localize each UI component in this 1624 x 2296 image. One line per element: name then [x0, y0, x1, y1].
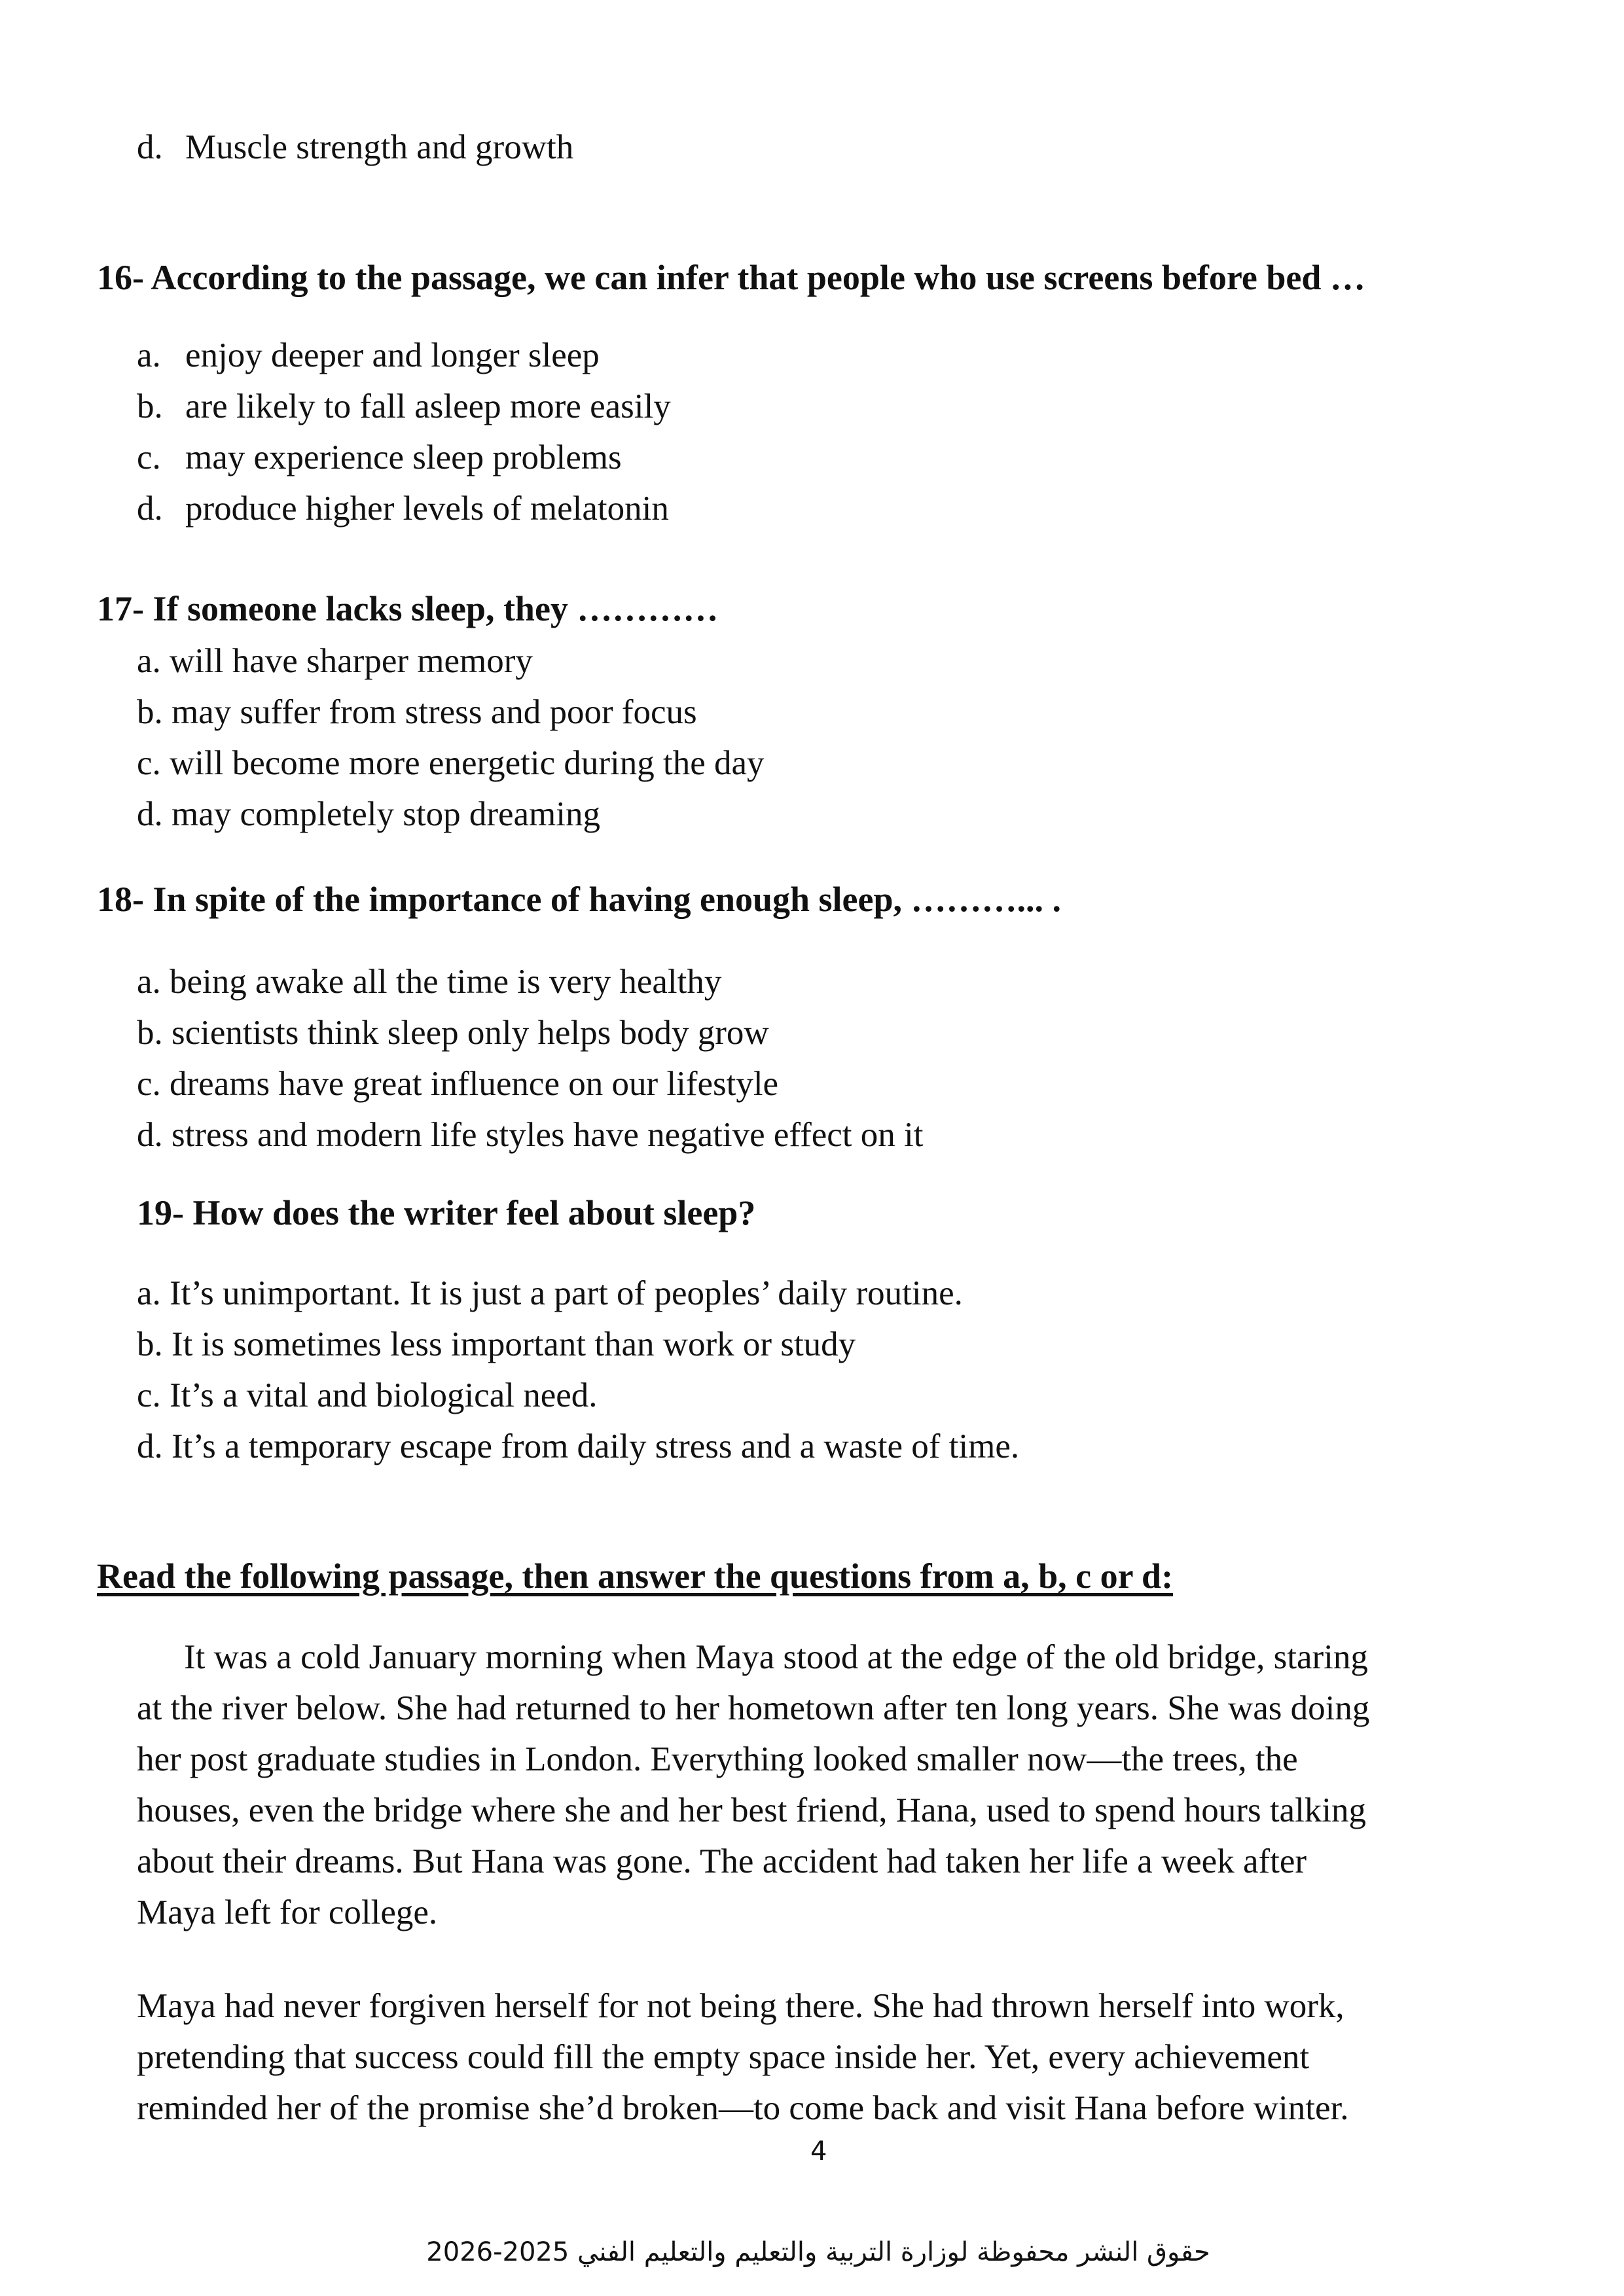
q18-option-d: d. stress and modern life styles have negative effect on it	[137, 1116, 924, 1154]
passage-line: at the river below. She had returned to her hometown after ten long years. She was doing	[137, 1689, 1370, 1727]
q17-option-b: b. may suffer from stress and poor focus	[137, 693, 697, 731]
question-19-options	[137, 1268, 1019, 1472]
q18-option-c: c. dreams have great influence on our lifestyle	[137, 1065, 779, 1103]
question-17-options	[137, 636, 765, 840]
q19-option-b: b. It is sometimes less important than work or study	[137, 1325, 856, 1363]
q18-option-a: a. being awake all the time is very healthy	[137, 963, 722, 1001]
option-text: enjoy deeper and longer sleep	[185, 336, 600, 374]
option-text: Muscle strength and growth	[185, 128, 574, 166]
question-18-options	[137, 956, 923, 1160]
question-16-stem: 16- According to the passage, we can infer that people who use screens before bed …	[97, 258, 1365, 297]
passage-line: reminded her of the promise she’d broken—to come back and visit Hana before winter.	[137, 2089, 1349, 2127]
option-letter: d.	[137, 128, 163, 166]
passage-line: pretending that success could fill the empty space inside her. Yet, every achievement	[137, 2038, 1310, 2076]
question-18-stem: 18- In spite of the importance of having enough sleep, ………... .	[97, 880, 1062, 919]
question-17-stem: 17- If someone lacks sleep, they …………	[97, 589, 719, 628]
passage-line: It was a cold January morning when Maya stood at the edge of the old bridge, staring	[184, 1638, 1368, 1676]
option-text: produce higher levels of melatonin	[185, 490, 669, 528]
option-letter: c.	[137, 439, 161, 476]
q19-option-a: a. It’s unimportant. It is just a part of peoples’ daily routine.	[137, 1274, 963, 1312]
q17-option-a: a. will have sharper memory	[137, 642, 533, 680]
passage-paragraph-1	[137, 1632, 1525, 1938]
q16-option-b	[137, 381, 671, 432]
question-16-options	[137, 330, 671, 534]
passage-line: Maya left for college.	[137, 1893, 438, 1931]
option-text: are likely to fall asleep more easily	[185, 387, 671, 425]
option-letter: a.	[137, 336, 161, 374]
copyright-footer: حقوق النشر محفوظة لوزارة التربية والتعليم والتعليم الفني 2025-2026	[426, 2237, 1210, 2267]
question-19-stem: 19- How does the writer feel about sleep?	[137, 1193, 756, 1232]
passage-line: Maya had never forgiven herself for not being there. She had thrown herself into work,	[137, 1987, 1344, 2025]
reading-instruction: Read the following passage, then answer the questions from a, b, c or d:	[97, 1556, 1174, 1596]
passage-paragraph-2	[137, 1981, 1525, 2134]
option-letter: d.	[137, 490, 163, 528]
q15-option-d	[137, 122, 573, 173]
passage-line: her post graduate studies in London. Everything looked smaller now—the trees, the	[137, 1740, 1298, 1778]
passage-line: houses, even the bridge where she and her best friend, Hana, used to spend hours talking	[137, 1791, 1367, 1829]
q18-option-b: b. scientists think sleep only helps body grow	[137, 1014, 769, 1052]
q16-option-a	[137, 330, 671, 381]
page-number: 4	[810, 2136, 827, 2166]
option-text: may experience sleep problems	[185, 439, 622, 476]
q16-option-d	[137, 483, 671, 534]
q17-option-c: c. will become more energetic during the day	[137, 744, 765, 782]
q16-option-c	[137, 432, 671, 483]
q17-option-d: d. may completely stop dreaming	[137, 795, 600, 833]
option-letter: b.	[137, 387, 163, 425]
q19-option-c: c. It’s a vital and biological need.	[137, 1376, 598, 1414]
q19-option-d: d. It’s a temporary escape from daily stress and a waste of time.	[137, 1427, 1020, 1465]
passage-line: about their dreams. But Hana was gone. The accident had taken her life a week after	[137, 1842, 1307, 1880]
